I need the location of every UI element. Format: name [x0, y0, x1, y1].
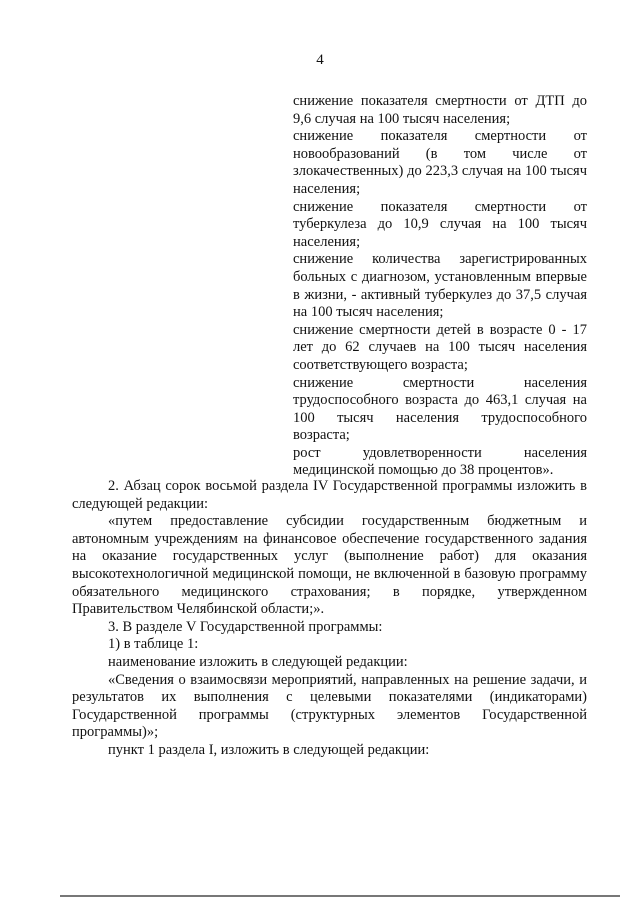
indicator-item: снижение показателя смертности от ДТП до 9,6 случая на 100 тысяч населения;: [293, 93, 587, 127]
indicator-item: снижение показателя смертности от туберкулеза до 10,9 случая на 100 тысяч населения;: [293, 198, 587, 250]
paragraph: пункт 1 раздела I, изложить в следующей редакции:: [108, 741, 430, 758]
indicator-item: снижение показателя смертности от новообразований (в том числе от злокачественных) до 223,3 случая на 100 тысяч населения;: [293, 128, 587, 197]
paragraph: наименование изложить в следующей редакции:: [108, 653, 408, 670]
indicator-item: снижение смертности детей в возрасте 0 - 17 лет до 62 случаев на 100 тысяч населения соответствующего возраста;: [293, 321, 587, 373]
paragraph: 1) в таблице 1:: [108, 636, 199, 653]
paragraph: «путем предоставление субсидии государственным бюджетным и автономным учреждениям на финансовое обеспечение государственного задания на оказание государственных услуг (выполнение работ) для оказания высокотехнологичной медицинской помощи, не включенной в базовую программу обязательного медицинского страхования; в порядке, утвержденном Правительством Челябинской области;».: [72, 513, 587, 618]
paragraph: 2. Абзац сорок восьмой раздела IV Государственной программы изложить в следующей редакции:: [72, 478, 587, 512]
indicator-item: снижение смертности населения трудоспособного возраста до 463,1 случая на 100 тысяч населения трудоспособного возраста;: [293, 374, 587, 444]
document-body: [72, 478, 587, 760]
indicator-list: [293, 93, 587, 480]
indicator-item: рост удовлетворенности населения медицинской помощью до 38 процентов».: [293, 444, 587, 479]
indicator-item: снижение количества зарегистрированных больных с диагнозом, установленным впервые в жизни, - активный туберкулез до 37,5 случая на 100 тысяч населения;: [293, 251, 587, 321]
page-number: 4: [316, 52, 324, 68]
paragraph: 3. В разделе V Государственной программы:: [108, 618, 383, 635]
page-bottom-rule: [60, 895, 620, 897]
paragraph: «Сведения о взаимосвязи мероприятий, направленных на решение задачи, и результатов их выполнения с целевыми показателями (индикаторами) Государственной программы (структурных элементов Государственной программы)»;: [72, 671, 587, 741]
